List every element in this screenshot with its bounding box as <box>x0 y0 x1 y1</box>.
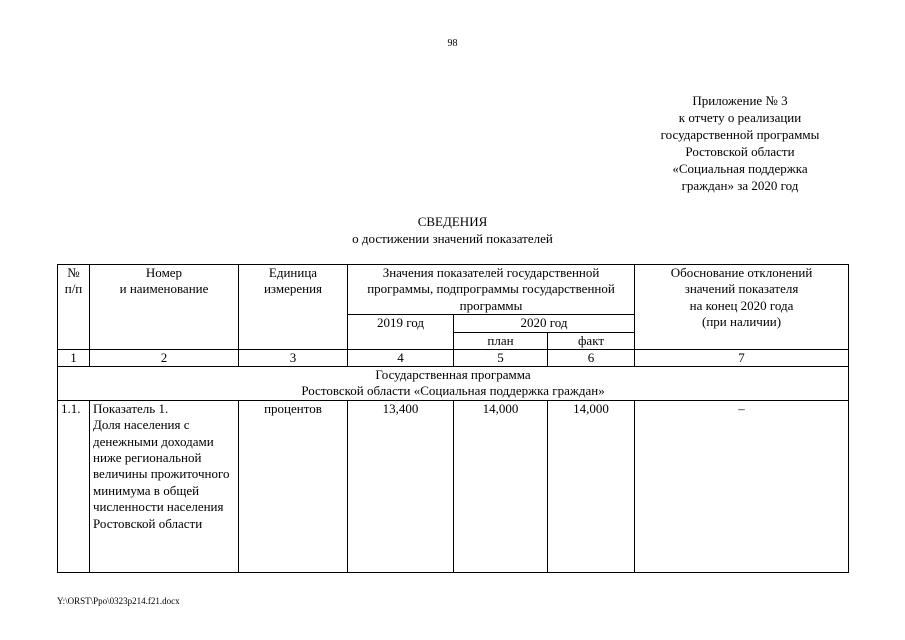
header-plan: план <box>454 332 548 349</box>
header-justification: Обоснование отклонений значений показателя на конец 2020 года (при наличии) <box>635 265 849 350</box>
header-year-2019: 2019 год <box>348 315 454 350</box>
header-values-group: Значения показателей государственной программы, подпрограммы государственной программы <box>348 265 635 315</box>
appendix-block <box>600 92 880 194</box>
column-number: 6 <box>548 350 635 367</box>
column-number: 7 <box>635 350 849 367</box>
document-subtitle: о достижении значений показателей <box>352 231 553 246</box>
header-fact: факт <box>548 332 635 349</box>
row-justification: – <box>635 400 849 572</box>
header-year-2020: 2020 год <box>454 315 635 332</box>
column-number: 5 <box>454 350 548 367</box>
header-num: № п/п <box>58 265 90 350</box>
row-fact-2020: 14,000 <box>548 400 635 572</box>
document-title: СВЕДЕНИЯ <box>417 214 488 229</box>
header-name: Номер и наименование <box>90 265 239 350</box>
appendix-line: Приложение № 3 <box>692 93 788 108</box>
appendix-line: к отчету о реализации <box>678 110 802 125</box>
header-unit: Единица измерения <box>239 265 348 350</box>
page-number: 98 <box>447 38 458 49</box>
footer-file-path: Y:\ORST\Ppo\0323p214.f21.docx <box>57 596 180 606</box>
indicators-table <box>57 264 849 573</box>
row-unit: процентов <box>239 400 348 572</box>
appendix-line: Ростовской области <box>685 144 795 159</box>
column-numbers-row <box>58 350 849 367</box>
appendix-line: «Социальная поддержка <box>672 161 808 176</box>
column-number: 2 <box>90 350 239 367</box>
column-number: 4 <box>348 350 454 367</box>
appendix-line: государственной программы <box>660 127 820 142</box>
table-row <box>58 400 849 572</box>
row-indicator-name: Показатель 1. Доля населения с денежными доходами ниже региональной величины прожиточного минимума в общей численности населения Ростовской области <box>90 400 239 572</box>
row-plan-2020: 14,000 <box>454 400 548 572</box>
appendix-line: граждан» за 2020 год <box>681 178 799 193</box>
column-number: 1 <box>58 350 90 367</box>
row-num: 1.1. <box>58 400 90 572</box>
section-title: Государственная программа Ростовской области «Социальная поддержка граждан» <box>58 367 849 401</box>
section-row <box>58 367 849 401</box>
column-number: 3 <box>239 350 348 367</box>
row-value-2019: 13,400 <box>348 400 454 572</box>
header-row <box>58 265 849 315</box>
